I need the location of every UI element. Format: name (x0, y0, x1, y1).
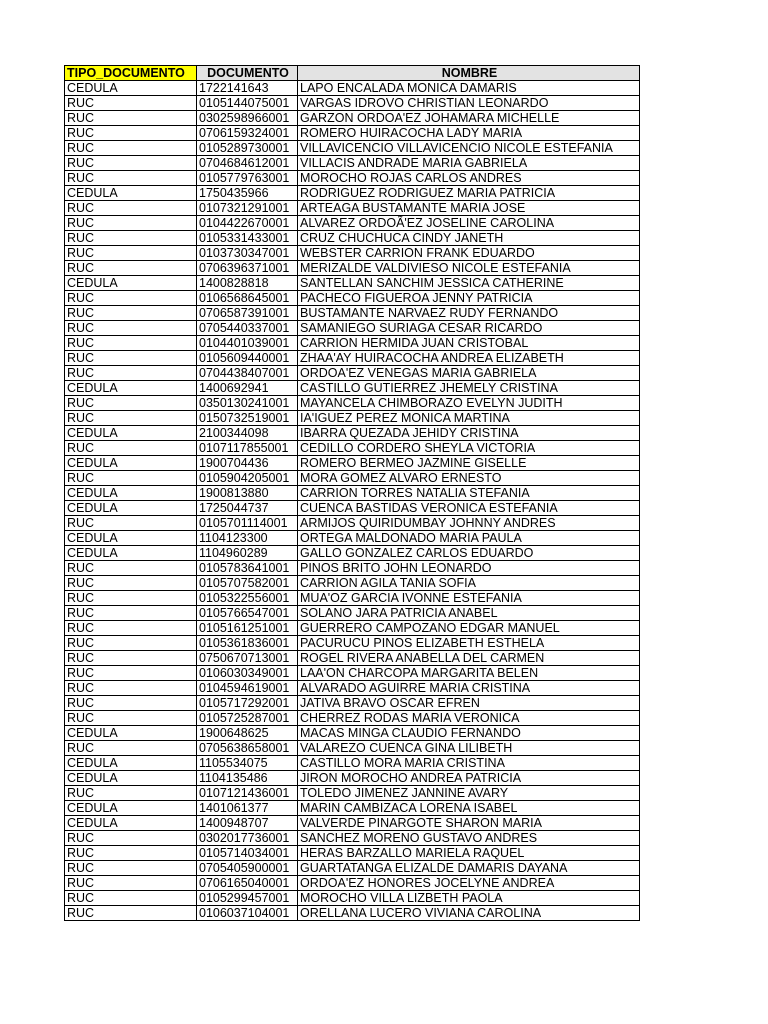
documento-cell: 0105322556001 (197, 591, 298, 606)
nombre-cell: CEDILLO CORDERO SHEYLA VICTORIA (298, 441, 640, 456)
tipo-cell: RUC (65, 291, 197, 306)
table-row (65, 741, 640, 756)
table-row (65, 261, 640, 276)
nombre-cell: LAPO ENCALADA MONICA DAMARIS (298, 81, 640, 96)
nombre-cell: ARMIJOS QUIRIDUMBAY JOHNNY ANDRES (298, 516, 640, 531)
nombre-cell: VILLACIS ANDRADE MARIA GABRIELA (298, 156, 640, 171)
tipo-cell: RUC (65, 906, 197, 921)
nombre-cell: PINOS BRITO JOHN LEONARDO (298, 561, 640, 576)
documento-cell: 0105161251001 (197, 621, 298, 636)
documento-cell: 0706587391001 (197, 306, 298, 321)
tipo-cell: RUC (65, 606, 197, 621)
nombre-cell: CARRION AGILA TANIA SOFIA (298, 576, 640, 591)
table-row (65, 816, 640, 831)
documento-cell: 0350130241001 (197, 396, 298, 411)
table-row (65, 906, 640, 921)
nombre-cell: BUSTAMANTE NARVAEZ RUDY FERNANDO (298, 306, 640, 321)
table-row (65, 426, 640, 441)
table-row (65, 891, 640, 906)
tipo-cell: CEDULA (65, 456, 197, 471)
tipo-cell: RUC (65, 576, 197, 591)
documento-cell: 1400828818 (197, 276, 298, 291)
documento-cell: 0104401039001 (197, 336, 298, 351)
nombre-cell: MUA'OZ GARCIA IVONNE ESTEFANIA (298, 591, 640, 606)
nombre-cell: ALVAREZ ORDOÃ'EZ JOSELINE CAROLINA (298, 216, 640, 231)
nombre-cell: CUENCA BASTIDAS VERONICA ESTEFANIA (298, 501, 640, 516)
nombre-cell: GUERRERO CAMPOZANO EDGAR MANUEL (298, 621, 640, 636)
tipo-cell: RUC (65, 861, 197, 876)
tipo-cell: RUC (65, 336, 197, 351)
documento-cell: 0105701114001 (197, 516, 298, 531)
table-row (65, 81, 640, 96)
table-row (65, 336, 640, 351)
documento-cell: 0705440337001 (197, 321, 298, 336)
tipo-cell: CEDULA (65, 81, 197, 96)
nombre-cell: CARRION TORRES NATALIA STEFANIA (298, 486, 640, 501)
documento-cell: 0105783641001 (197, 561, 298, 576)
table-row (65, 711, 640, 726)
tipo-cell: RUC (65, 321, 197, 336)
documento-cell: 1900704436 (197, 456, 298, 471)
nombre-cell: SANTELLAN SANCHIM JESSICA CATHERINE (298, 276, 640, 291)
nombre-cell: MARIN CAMBIZACA LORENA ISABEL (298, 801, 640, 816)
table-row (65, 306, 640, 321)
table-row (65, 861, 640, 876)
table-row (65, 546, 640, 561)
nombre-cell: IA'IGUEZ PEREZ MONICA MARTINA (298, 411, 640, 426)
nombre-cell: CASTILLO GUTIERREZ JHEMELY CRISTINA (298, 381, 640, 396)
tipo-cell: RUC (65, 171, 197, 186)
table-row (65, 321, 640, 336)
table-row (65, 771, 640, 786)
documento-cell: 0105289730001 (197, 141, 298, 156)
nombre-cell: RODRIGUEZ RODRIGUEZ MARIA PATRICIA (298, 186, 640, 201)
table-row (65, 831, 640, 846)
table-row (65, 96, 640, 111)
table-row (65, 366, 640, 381)
tipo-cell: RUC (65, 891, 197, 906)
nombre-cell: PACURUCU PINOS ELIZABETH ESTHELA (298, 636, 640, 651)
table-row (65, 756, 640, 771)
table-row (65, 651, 640, 666)
documento-cell: 0107117855001 (197, 441, 298, 456)
tipo-cell: RUC (65, 96, 197, 111)
tipo-cell: RUC (65, 141, 197, 156)
table-row (65, 666, 640, 681)
documento-cell: 1400692941 (197, 381, 298, 396)
tipo-cell: RUC (65, 741, 197, 756)
table-row (65, 276, 640, 291)
tipo-cell: RUC (65, 876, 197, 891)
table-row (65, 201, 640, 216)
table-row (65, 561, 640, 576)
documento-cell: 1400948707 (197, 816, 298, 831)
documento-cell: 1900648625 (197, 726, 298, 741)
nombre-cell: MERIZALDE VALDIVIESO NICOLE ESTEFANIA (298, 261, 640, 276)
nombre-cell: ROMERO HUIRACOCHA LADY MARIA (298, 126, 640, 141)
nombre-cell: ORTEGA MALDONADO MARIA PAULA (298, 531, 640, 546)
nombre-cell: VARGAS IDROVO CHRISTIAN LEONARDO (298, 96, 640, 111)
table-row (65, 846, 640, 861)
table-row (65, 291, 640, 306)
tipo-cell: RUC (65, 261, 197, 276)
table-row (65, 621, 640, 636)
nombre-cell: IBARRA QUEZADA JEHIDY CRISTINA (298, 426, 640, 441)
nombre-cell: ROGEL RIVERA ANABELLA DEL CARMEN (298, 651, 640, 666)
tipo-cell: CEDULA (65, 501, 197, 516)
tipo-cell: RUC (65, 651, 197, 666)
table-row (65, 186, 640, 201)
nombre-cell: ORDOA'EZ VENEGAS MARIA GABRIELA (298, 366, 640, 381)
tipo-cell: RUC (65, 216, 197, 231)
nombre-cell: WEBSTER CARRION FRANK EDUARDO (298, 246, 640, 261)
nombre-cell: LAA'ON CHARCOPA MARGARITA BELEN (298, 666, 640, 681)
tipo-cell: RUC (65, 696, 197, 711)
tipo-cell: RUC (65, 831, 197, 846)
tipo-cell: RUC (65, 621, 197, 636)
documento-cell: 0105714034001 (197, 846, 298, 861)
documento-cell: 0104422670001 (197, 216, 298, 231)
nombre-cell: VALAREZO CUENCA GINA LILIBETH (298, 741, 640, 756)
documento-cell: 0105707582001 (197, 576, 298, 591)
tipo-cell: RUC (65, 396, 197, 411)
tipo-cell: RUC (65, 711, 197, 726)
tipo-cell: RUC (65, 246, 197, 261)
header-row (65, 66, 640, 81)
tipo-cell: CEDULA (65, 771, 197, 786)
nombre-cell: VALVERDE PINARGOTE SHARON MARIA (298, 816, 640, 831)
tipo-cell: RUC (65, 111, 197, 126)
table-row (65, 801, 640, 816)
table-row (65, 156, 640, 171)
documento-cell: 0105779763001 (197, 171, 298, 186)
table-row (65, 486, 640, 501)
nombre-cell: MOROCHO VILLA LIZBETH PAOLA (298, 891, 640, 906)
table-row (65, 441, 640, 456)
documento-cell: 0302017736001 (197, 831, 298, 846)
nombre-cell: MACAS MINGA CLAUDIO FERNANDO (298, 726, 640, 741)
documento-cell: 0105725287001 (197, 711, 298, 726)
table-row (65, 456, 640, 471)
documento-cell: 0105609440001 (197, 351, 298, 366)
tipo-cell: CEDULA (65, 381, 197, 396)
table-row (65, 786, 640, 801)
tipo-cell: CEDULA (65, 801, 197, 816)
nombre-cell: GUARTATANGA ELIZALDE DAMARIS DAYANA (298, 861, 640, 876)
documento-cell: 0105717292001 (197, 696, 298, 711)
documento-cell: 0104594619001 (197, 681, 298, 696)
table-row (65, 216, 640, 231)
header-documento: DOCUMENTO (197, 66, 298, 81)
documento-cell: 0704438407001 (197, 366, 298, 381)
table-row (65, 726, 640, 741)
tipo-cell: RUC (65, 441, 197, 456)
table-row (65, 531, 640, 546)
nombre-cell: ORELLANA LUCERO VIVIANA CAROLINA (298, 906, 640, 921)
tipo-cell: CEDULA (65, 546, 197, 561)
nombre-cell: VILLAVICENCIO VILLAVICENCIO NICOLE ESTEFANIA (298, 141, 640, 156)
table-row (65, 396, 640, 411)
table-row (65, 126, 640, 141)
tipo-cell: RUC (65, 666, 197, 681)
documento-cell: 1900813880 (197, 486, 298, 501)
tipo-cell: RUC (65, 306, 197, 321)
nombre-cell: JIRON MOROCHO ANDREA PATRICIA (298, 771, 640, 786)
documento-cell: 0105904205001 (197, 471, 298, 486)
table-row (65, 876, 640, 891)
nombre-cell: CHERREZ RODAS MARIA VERONICA (298, 711, 640, 726)
documento-cell: 0106030349001 (197, 666, 298, 681)
tipo-cell: CEDULA (65, 486, 197, 501)
documento-cell: 1105534075 (197, 756, 298, 771)
documento-cell: 0750670713001 (197, 651, 298, 666)
tipo-cell: RUC (65, 366, 197, 381)
table-row (65, 111, 640, 126)
tipo-cell: CEDULA (65, 426, 197, 441)
nombre-cell: ARTEAGA BUSTAMANTE MARIA JOSE (298, 201, 640, 216)
documento-cell: 0105299457001 (197, 891, 298, 906)
tipo-cell: RUC (65, 591, 197, 606)
table-row (65, 696, 640, 711)
tipo-cell: RUC (65, 846, 197, 861)
table-body (65, 81, 640, 921)
documento-cell: 0106568645001 (197, 291, 298, 306)
tipo-cell: CEDULA (65, 726, 197, 741)
nombre-cell: SANCHEZ MORENO GUSTAVO ANDRES (298, 831, 640, 846)
document-table (64, 65, 640, 921)
documento-cell: 0150732519001 (197, 411, 298, 426)
documento-cell: 1104960289 (197, 546, 298, 561)
table-row (65, 246, 640, 261)
documento-cell: 0302598966001 (197, 111, 298, 126)
tipo-cell: RUC (65, 561, 197, 576)
nombre-cell: HERAS BARZALLO MARIELA RAQUEL (298, 846, 640, 861)
table-row (65, 591, 640, 606)
nombre-cell: CASTILLO MORA MARIA CRISTINA (298, 756, 640, 771)
nombre-cell: SAMANIEGO SURIAGA CESAR RICARDO (298, 321, 640, 336)
documento-cell: 0105766547001 (197, 606, 298, 621)
table-row (65, 471, 640, 486)
documento-cell: 1725044737 (197, 501, 298, 516)
nombre-cell: MOROCHO ROJAS CARLOS ANDRES (298, 171, 640, 186)
tipo-cell: CEDULA (65, 186, 197, 201)
tipo-cell: CEDULA (65, 276, 197, 291)
header-tipo-documento: TIPO_DOCUMENTO (65, 66, 197, 81)
table-row (65, 501, 640, 516)
tipo-cell: CEDULA (65, 816, 197, 831)
table-row (65, 351, 640, 366)
table-row (65, 381, 640, 396)
documento-cell: 1401061377 (197, 801, 298, 816)
table-row (65, 516, 640, 531)
nombre-cell: CRUZ CHUCHUCA CINDY JANETH (298, 231, 640, 246)
tipo-cell: CEDULA (65, 531, 197, 546)
table-row (65, 231, 640, 246)
documento-cell: 0103730347001 (197, 246, 298, 261)
documento-cell: 0706159324001 (197, 126, 298, 141)
tipo-cell: RUC (65, 351, 197, 366)
table-row (65, 636, 640, 651)
documento-cell: 1722141643 (197, 81, 298, 96)
documento-cell: 0706396371001 (197, 261, 298, 276)
tipo-cell: RUC (65, 636, 197, 651)
nombre-cell: ALVARADO AGUIRRE MARIA CRISTINA (298, 681, 640, 696)
tipo-cell: RUC (65, 471, 197, 486)
documento-cell: 0107121436001 (197, 786, 298, 801)
nombre-cell: MORA GOMEZ ALVARO ERNESTO (298, 471, 640, 486)
documento-cell: 0105144075001 (197, 96, 298, 111)
nombre-cell: ROMERO BERMEO JAZMINE GISELLE (298, 456, 640, 471)
nombre-cell: TOLEDO JIMENEZ JANNINE AVARY (298, 786, 640, 801)
nombre-cell: GARZON ORDOA'EZ JOHAMARA MICHELLE (298, 111, 640, 126)
documento-cell: 0105361836001 (197, 636, 298, 651)
header-nombre: NOMBRE (298, 66, 640, 81)
nombre-cell: ORDOA'EZ HONORES JOCELYNE ANDREA (298, 876, 640, 891)
table-row (65, 171, 640, 186)
documento-cell: 1750435966 (197, 186, 298, 201)
documento-cell: 0107321291001 (197, 201, 298, 216)
tipo-cell: RUC (65, 156, 197, 171)
nombre-cell: MAYANCELA CHIMBORAZO EVELYN JUDITH (298, 396, 640, 411)
tipo-cell: RUC (65, 681, 197, 696)
documento-cell: 0706165040001 (197, 876, 298, 891)
table-row (65, 411, 640, 426)
tipo-cell: RUC (65, 201, 197, 216)
table-row (65, 681, 640, 696)
documento-cell: 2100344098 (197, 426, 298, 441)
table-row (65, 576, 640, 591)
tipo-cell: RUC (65, 516, 197, 531)
table-row (65, 606, 640, 621)
documento-cell: 0704684612001 (197, 156, 298, 171)
nombre-cell: CARRION HERMIDA JUAN CRISTOBAL (298, 336, 640, 351)
tipo-cell: RUC (65, 126, 197, 141)
tipo-cell: RUC (65, 786, 197, 801)
nombre-cell: ZHAA'AY HUIRACOCHA ANDREA ELIZABETH (298, 351, 640, 366)
documento-cell: 0705638658001 (197, 741, 298, 756)
documento-cell: 0705405900001 (197, 861, 298, 876)
tipo-cell: CEDULA (65, 756, 197, 771)
documento-cell: 1104135486 (197, 771, 298, 786)
nombre-cell: JATIVA BRAVO OSCAR EFREN (298, 696, 640, 711)
documento-cell: 1104123300 (197, 531, 298, 546)
documento-cell: 0106037104001 (197, 906, 298, 921)
tipo-cell: RUC (65, 231, 197, 246)
table-row (65, 141, 640, 156)
nombre-cell: GALLO GONZALEZ CARLOS EDUARDO (298, 546, 640, 561)
nombre-cell: PACHECO FIGUEROA JENNY PATRICIA (298, 291, 640, 306)
tipo-cell: RUC (65, 411, 197, 426)
documento-cell: 0105331433001 (197, 231, 298, 246)
nombre-cell: SOLANO JARA PATRICIA ANABEL (298, 606, 640, 621)
